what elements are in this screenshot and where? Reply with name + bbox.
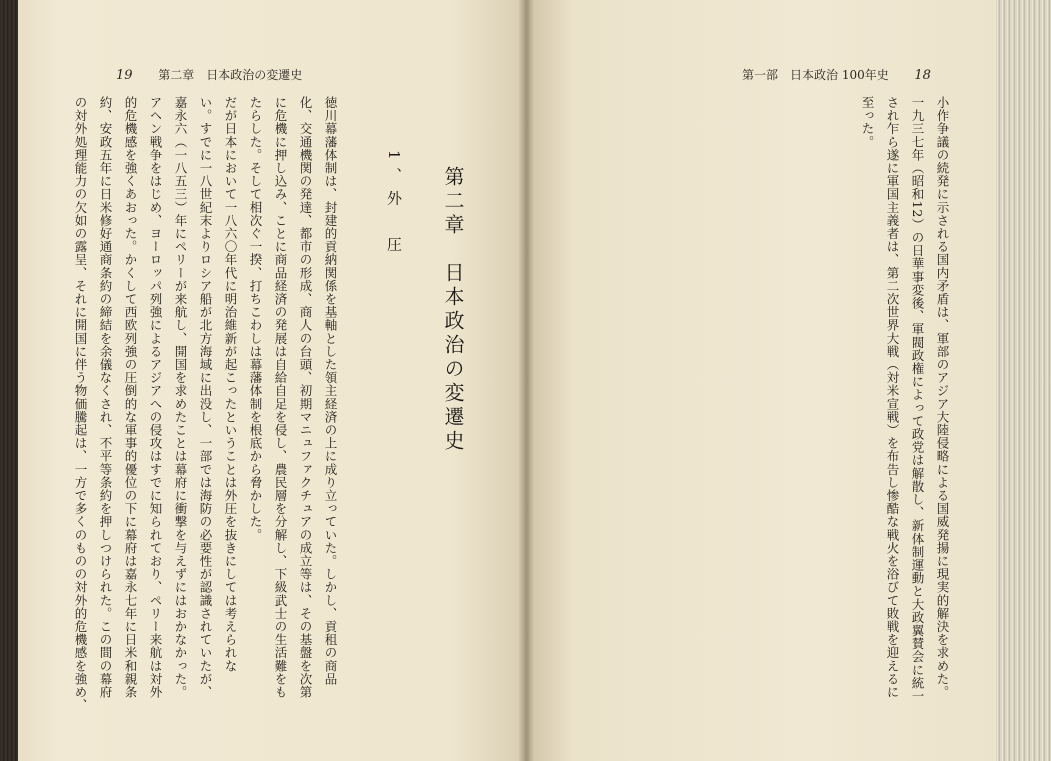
right-paragraph-line-4: 至った。 [860, 96, 875, 149]
paragraph1-line-4: たらした。そして相次ぐ一揆、打ちこわしは幕藩体制を根底から脅かした。 [248, 96, 263, 542]
paragraph2-line-6: 約、安政五年に日米修好通商条約の締結を余儀なくされ、不平等条約を押しつけられた。この間の幕府 [98, 96, 113, 699]
left-page-number: 19 [116, 68, 133, 83]
paragraph1-line-3: に危機に押し込み、ことに商品経済の発展は自給自足を侵し、農民層を分解し、下級武士の生活難をも [273, 96, 288, 699]
right-page [526, 0, 996, 761]
bleed-through-text [686, 100, 711, 112]
paragraph2-line-5: 的危機感を強くあおった。かくして西欧列強の圧倒的な軍事的優位の下に幕府は嘉永七年に日米和親条 [123, 96, 138, 699]
chapter-title: 第二章 日本政治の変遷史 [441, 166, 465, 454]
paragraph2-line-4: アヘン戦争をはじめ、ヨーロッパ列強によるアジアへの侵攻はすでに知られており、ペリー来航は対外 [148, 96, 163, 699]
right-paragraph-line-2: 一九三七年（昭和12）の日華事変後、軍閥政権によって政党は解散し、新体制運動と大政翼賛会に統一 [910, 96, 925, 703]
right-paragraph-line-3: され乍ら遂に軍国主義者は、第二次世界大戦（対米宣戦）を布告し惨酷な戦火を浴びて敗戦を迎えるに [885, 96, 900, 699]
right-page-number: 18 [914, 68, 931, 83]
paragraph2-line-7: の対外処理能力の欠如の露呈、それに開国に伴う物価騰起は、一方で多くのものの対外的危機感を強め、 [73, 96, 88, 712]
paragraph2-line-3: 嘉永六（一八五三）年にペリーが来航し、開国を求めたことは幕府に衝撃を与えずにはおかなかった。 [173, 96, 188, 699]
left-page [18, 0, 526, 761]
left-running-header [116, 66, 302, 83]
right-page-edge [996, 0, 1051, 761]
right-paragraph-line-1: 小作争議の続発に示される国内矛盾は、軍部のアジア大陸侵略による国威発揚に現実的解決を求めた。 [935, 96, 950, 699]
paragraph1-line-1: 徳川幕藩体制は、封建的貢納関係を基軸とした領主経済の上に成り立っていた。しかし、貢租の商品 [323, 96, 338, 686]
left-page-edge [0, 0, 18, 761]
right-running-header [742, 66, 931, 83]
bleed-through-heading [616, 150, 645, 170]
paragraph1-line-2: 化、交通機関の発達、都市の形成、商人の台頭、初期マニュファクチュアの成立等は、その基盤を次第 [298, 96, 313, 699]
book-gutter [518, 0, 534, 761]
paragraph2-line-2: い。すでに一八世紀末よりロシア船が北方海域に出没し、一部では海防の必要性が認識されていたが、 [198, 96, 213, 699]
right-running-title: 第一部 日本政治 100年史 [742, 68, 889, 82]
left-running-title: 第二章 日本政治の変遷史 [158, 68, 303, 82]
paragraph2-line-1: だが日本において一八六〇年代に明治維新が起こったということは外圧を抜きにしては考えられな [223, 96, 238, 673]
section-title: 1、外 圧 [385, 150, 403, 260]
